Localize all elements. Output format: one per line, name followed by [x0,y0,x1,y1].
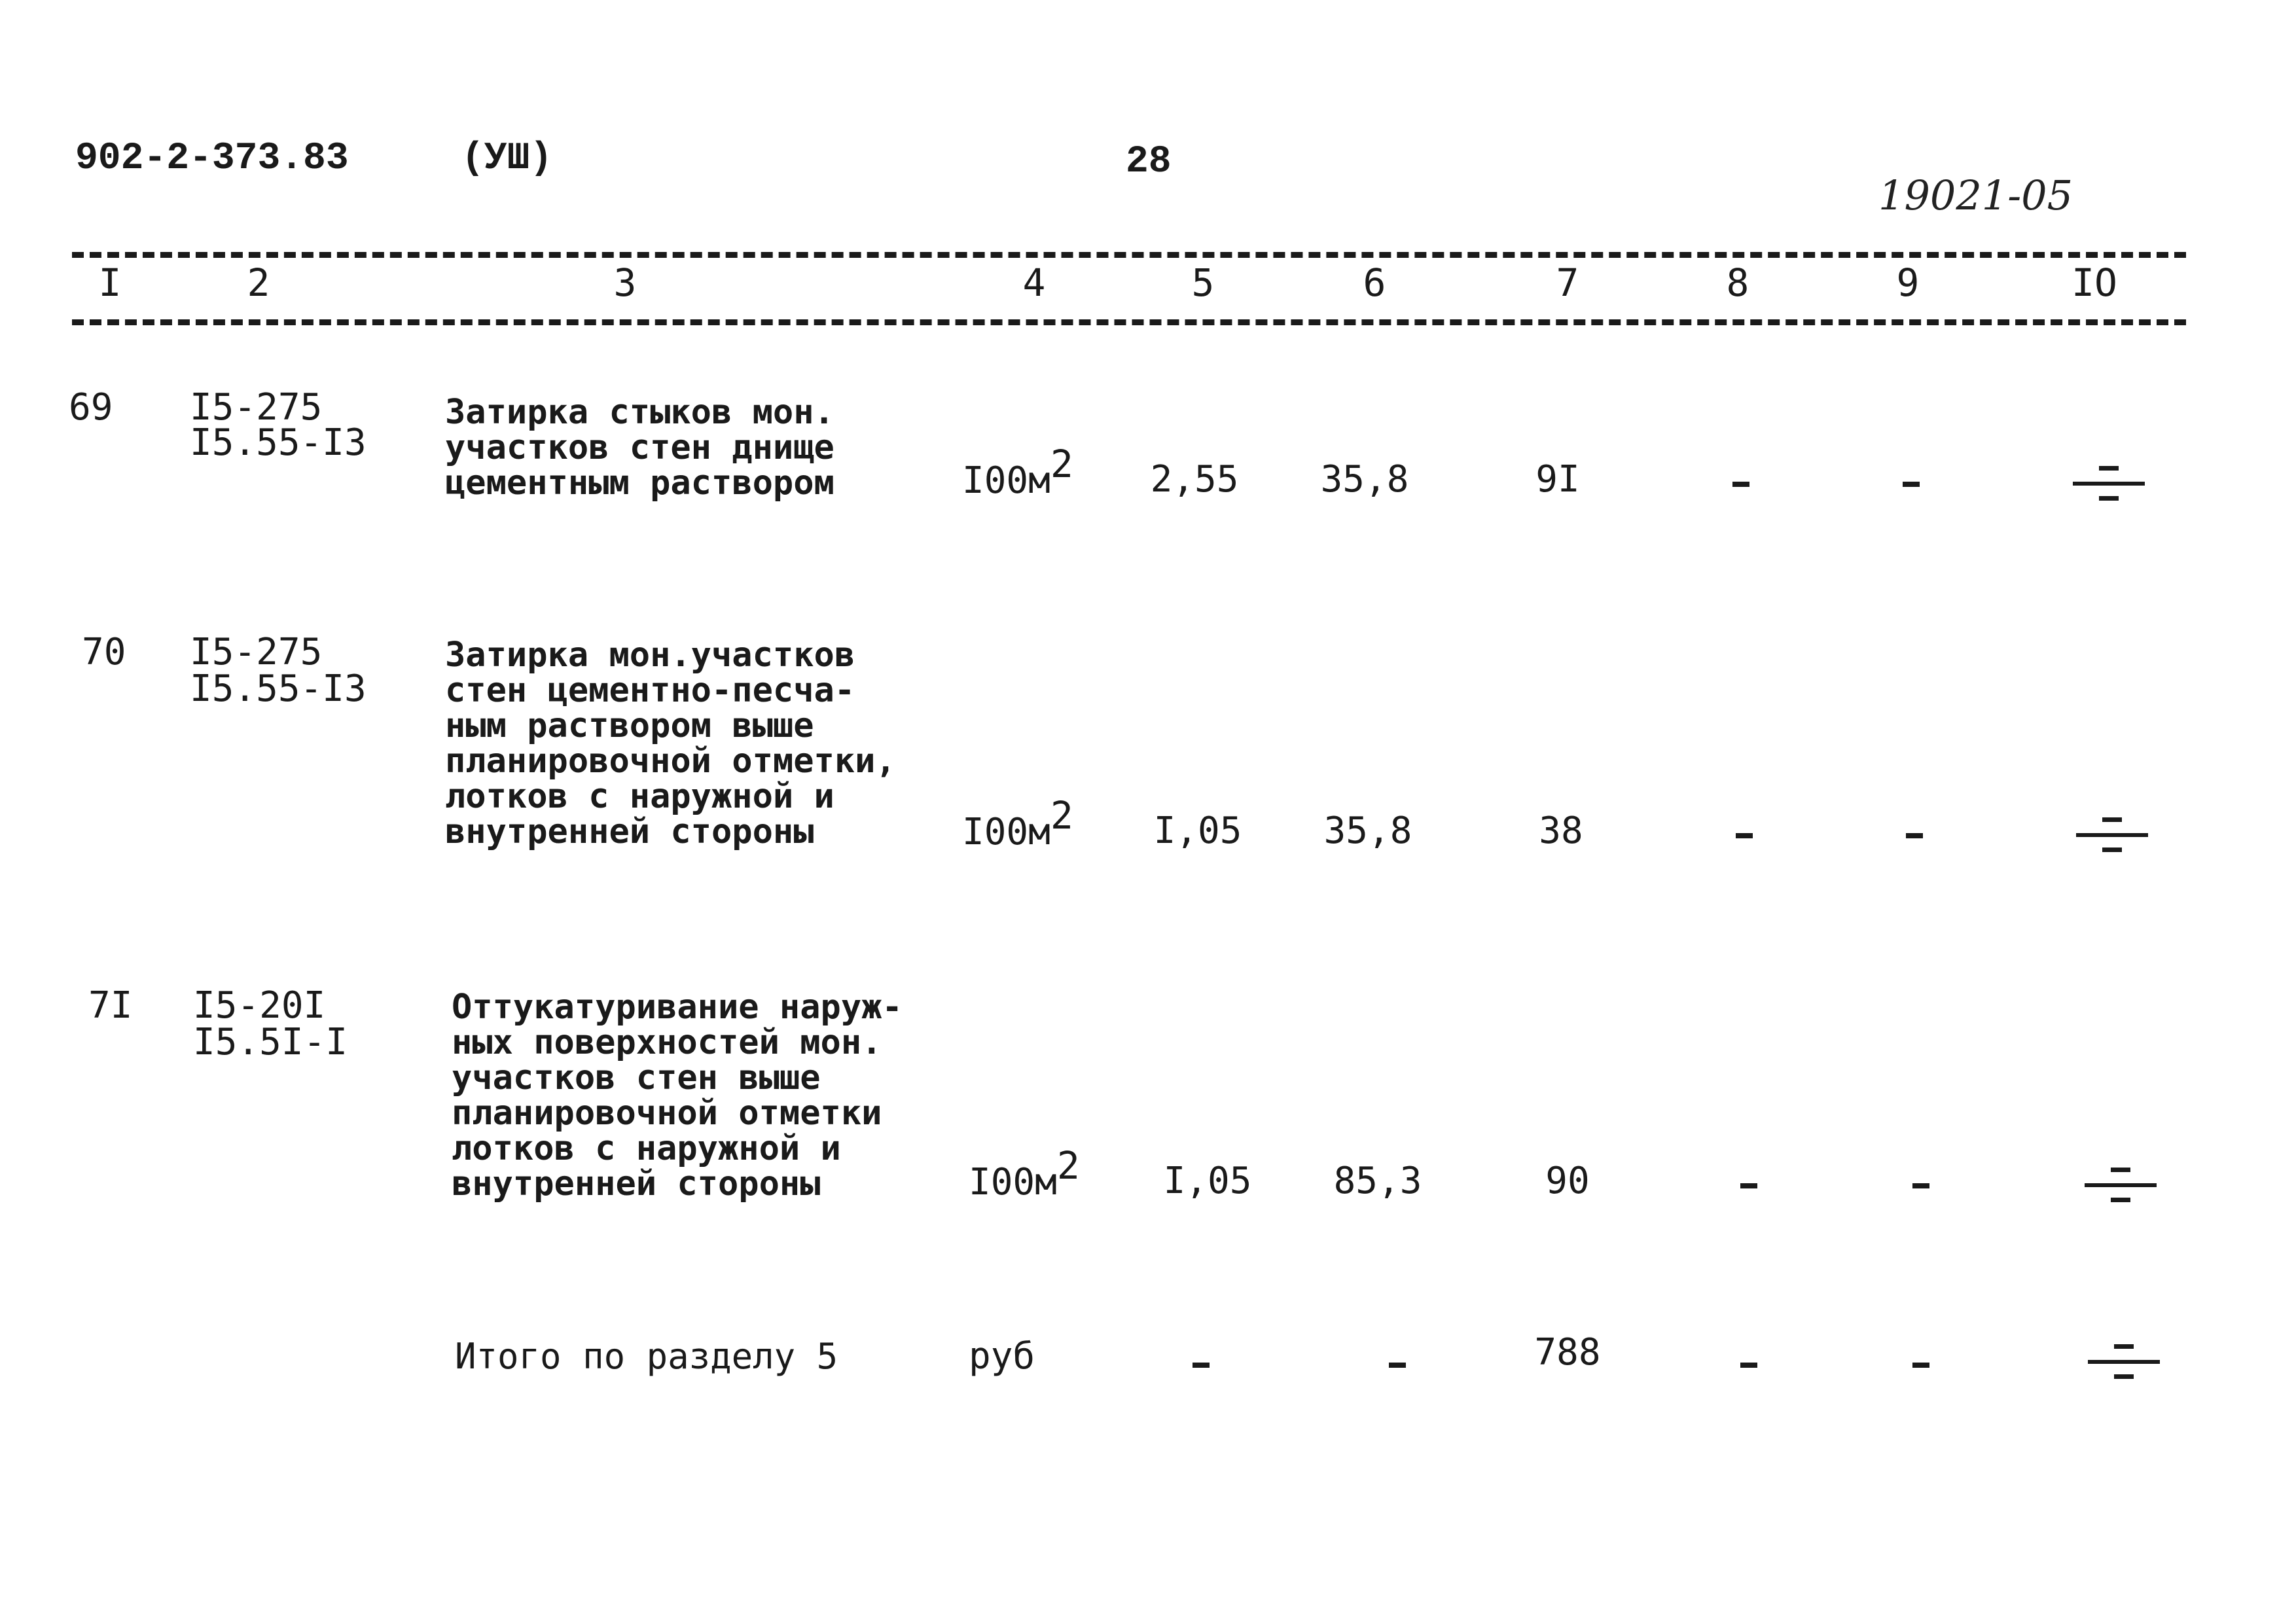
row-unit [962,793,1073,853]
row-code: I5.55-I3 [190,668,367,710]
column-header: 4 [1022,260,1046,305]
row-code: I5-20I [193,984,326,1027]
empty-dash [1740,1363,1757,1368]
row-total: 38 [1539,810,1583,852]
division-sign-icon [2085,1165,2157,1204]
row-quantity: I,05 [1163,1160,1252,1202]
row-code: I5-275 [190,631,323,673]
summary-label: Итого по разделу 5 [455,1336,838,1377]
division-sign-icon [2076,815,2148,854]
column-header: 3 [613,260,637,305]
page-number: 28 [1126,141,1172,183]
row-description: Затирка стыков мон. участков стен днище цементным раствором [445,393,834,503]
row-code: I5.5I-I [193,1021,348,1063]
unit-base: I00м [962,459,1050,502]
row-price: 85,3 [1333,1160,1422,1202]
row-number: 70 [82,631,126,673]
empty-dash [1912,1363,1929,1368]
document-code: 902-2-373.83 [75,137,349,180]
row-total: 9I [1535,458,1580,501]
unit-base: I00м [962,811,1050,853]
empty-dash [1389,1363,1406,1368]
row-price: 35,8 [1323,810,1412,852]
column-header: 7 [1556,260,1579,305]
division-sign-icon [2088,1342,2160,1381]
row-total: 90 [1545,1160,1590,1202]
column-header: IO [2072,260,2117,305]
row-code: I5-275 [190,386,323,429]
unit-exponent: 2 [1056,1143,1080,1188]
row-number: 7I [88,984,133,1027]
row-price: 35,8 [1320,458,1409,501]
summary-unit: руб [969,1335,1035,1378]
handwritten-mark: 19021-05 [1878,171,2073,219]
column-header: 5 [1191,260,1215,305]
empty-dash [1912,1183,1929,1188]
column-header: I [98,260,122,305]
row-description: Затирка мон.участков стен цементно-песча- ным раствором выше планировочной отметки, лотков с наружной и внутренней стороны [445,635,896,851]
unit-exponent: 2 [1050,793,1073,838]
empty-dash [1906,833,1923,838]
row-quantity: 2,55 [1150,458,1239,501]
row-description: Оттукатуривание наруж- ных поверхностей мон. участков стен выше планировочной отметки лотков с наружной и внутренней стороны [452,988,903,1204]
summary-total: 788 [1534,1331,1601,1374]
row-code: I5.55-I3 [190,421,367,464]
column-header: 2 [247,260,270,305]
empty-dash [1732,482,1749,487]
column-header: 8 [1726,260,1749,305]
empty-dash [1193,1363,1210,1368]
section-label: (УШ) [461,137,553,180]
table-header-bottom-rule [72,319,2186,325]
unit-base: I00м [969,1161,1057,1204]
row-unit [969,1143,1080,1204]
table-top-rule [72,252,2186,258]
unit-exponent: 2 [1050,442,1073,486]
row-quantity: I,05 [1153,810,1242,852]
column-header: 6 [1363,260,1386,305]
empty-dash [1903,482,1920,487]
empty-dash [1740,1183,1757,1188]
division-sign-icon [2073,463,2145,503]
row-unit [962,442,1073,502]
row-number: 69 [69,386,113,429]
column-header: 9 [1896,260,1920,305]
empty-dash [1736,833,1753,838]
